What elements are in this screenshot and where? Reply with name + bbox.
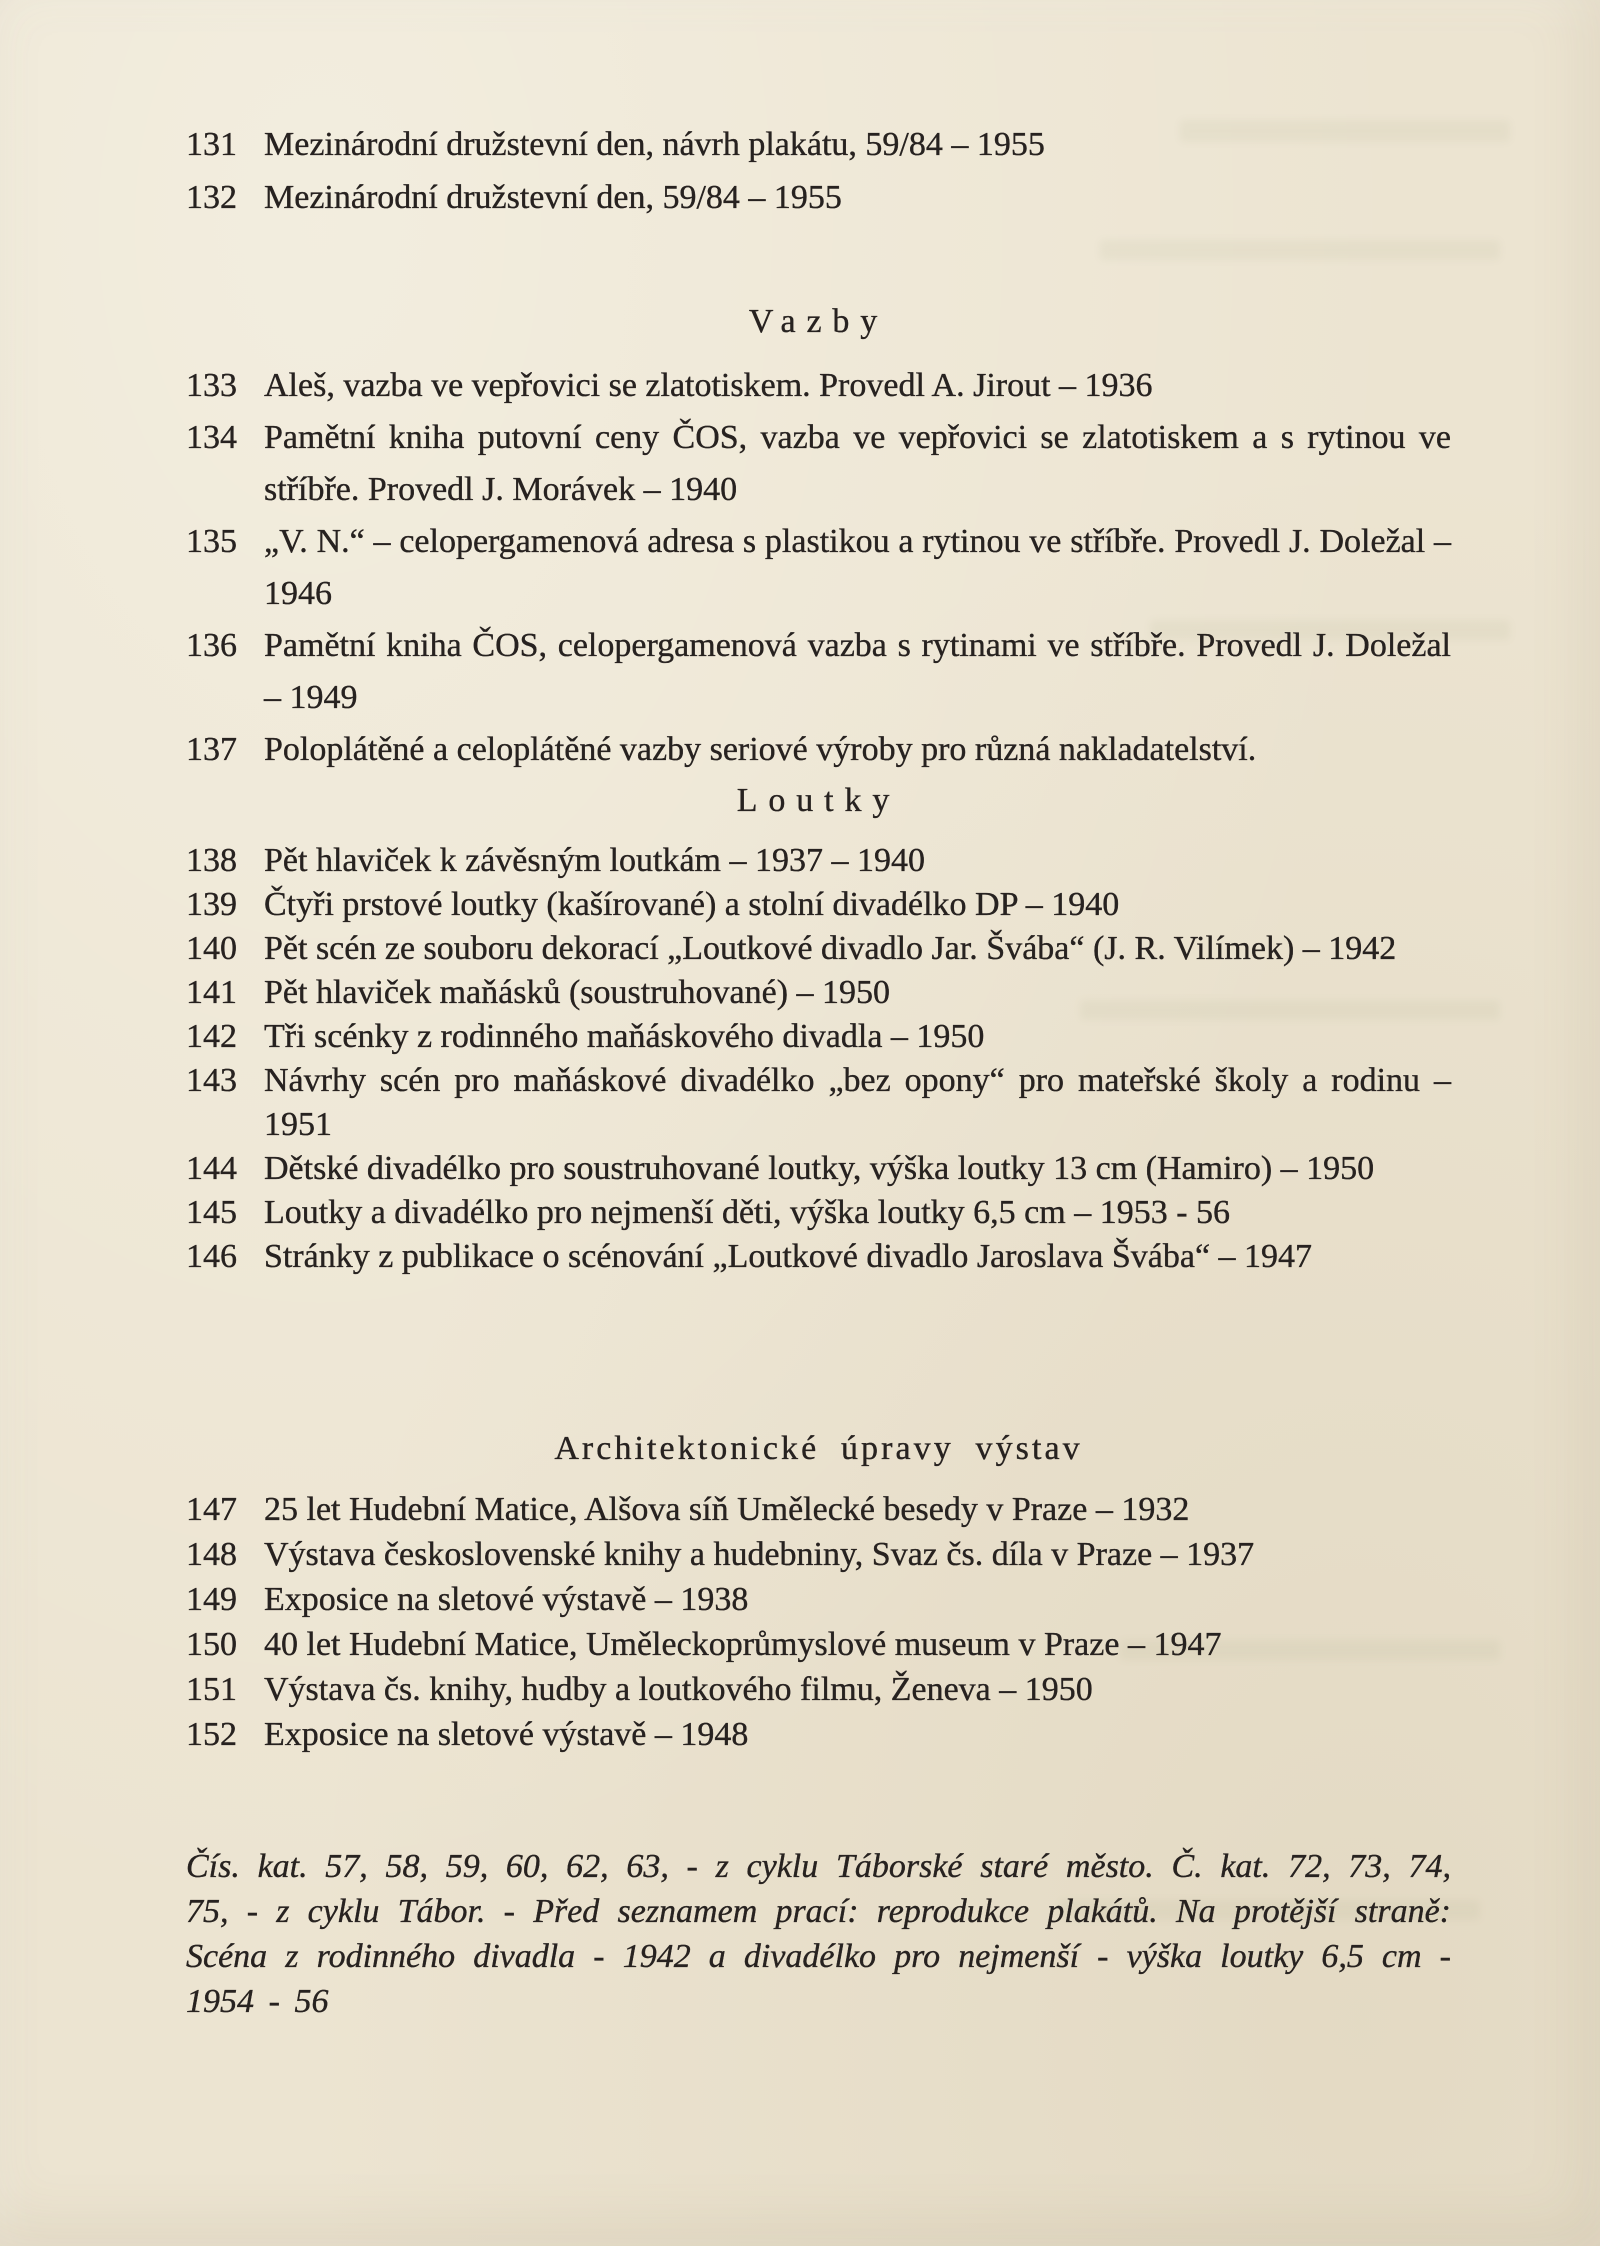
catalog-entry-text: Pět scén ze souboru dekorací „Loutkové divadlo Jar. Švába“ (J. R. Vilímek) – 1942 bbox=[264, 930, 1397, 967]
catalog-entry-number: 138 bbox=[186, 842, 237, 879]
catalog-entry-number: 148 bbox=[186, 1536, 237, 1573]
section-item-list bbox=[186, 360, 1451, 776]
catalog-entry-number: 143 bbox=[186, 1062, 237, 1099]
catalog-entry bbox=[186, 620, 1451, 724]
catalog-entry-number: 152 bbox=[186, 1716, 237, 1753]
section-item-list bbox=[186, 1487, 1451, 1757]
catalog-entry-number: 131 bbox=[186, 126, 237, 163]
catalog-entry-number: 137 bbox=[186, 731, 237, 768]
catalog-entry-text: „V. N.“ – celopergamenová adresa s plastikou a rytinou ve stříbře. Provedl J. Doležal – 1946 bbox=[264, 523, 1451, 612]
catalog-entry-number: 149 bbox=[186, 1581, 237, 1618]
catalog-entry bbox=[186, 724, 1451, 776]
catalog-entry-text: Dětské divadélko pro soustruhované loutky, výška loutky 13 cm (Hamiro) – 1950 bbox=[264, 1150, 1375, 1187]
section-item-list bbox=[186, 839, 1451, 1279]
catalog-entry bbox=[186, 412, 1451, 516]
catalog-entry-text: 25 let Hudební Matice, Alšova síň Umělecké besedy v Praze – 1932 bbox=[264, 1491, 1190, 1528]
catalog-entry-number: 146 bbox=[186, 1238, 237, 1275]
catalog-entry-text: 40 let Hudební Matice, Uměleckoprůmyslové museum v Praze – 1947 bbox=[264, 1626, 1222, 1663]
footnote: Čís. kat. 57, 58, 59, 60, 62, 63, - z cyklu Táborské staré město. Č. kat. 72, 73, 74, 75, - z cyklu Tábor. - Před seznamem prací: reprodukce plakátů. Na protější straně: Scéna z rodinného divadla - 1942 a divadélko pro nejmenší - výška loutky 6,5 cm - 1954 - 56 bbox=[186, 1848, 1451, 2020]
catalog-entry bbox=[186, 883, 1451, 927]
catalog-entry bbox=[186, 1059, 1451, 1147]
catalog-entry-number: 144 bbox=[186, 1150, 237, 1187]
section-vazby bbox=[186, 296, 1451, 776]
catalog-entry bbox=[186, 839, 1451, 883]
catalog-entry bbox=[186, 1487, 1451, 1532]
catalog-entry bbox=[186, 1712, 1451, 1757]
catalog-entry-text: Pět hlaviček maňásků (soustruhované) – 1950 bbox=[264, 974, 891, 1011]
catalog-entry bbox=[186, 927, 1451, 971]
section-heading: Loutky bbox=[736, 782, 901, 819]
catalog-entry bbox=[186, 1577, 1451, 1622]
section-heading: Architektonické úpravy výstav bbox=[554, 1430, 1083, 1467]
catalog-entry-number: 145 bbox=[186, 1194, 237, 1231]
catalog-entry-text: Poloplátěné a celoplátěné vazby seriové výroby pro různá nakladatelství. bbox=[264, 731, 1257, 768]
catalog-entry-text: Mezinárodní družstevní den, 59/84 – 1955 bbox=[264, 179, 842, 216]
catalog-entry-text: Návrhy scén pro maňáskové divadélko „bez opony“ pro mateřské školy a rodinu – 1951 bbox=[264, 1062, 1451, 1143]
catalog-entry-text: Pět hlaviček k závěsným loutkám – 1937 – 1940 bbox=[264, 842, 925, 879]
catalog-entry-number: 133 bbox=[186, 367, 237, 404]
catalog-entry-text: Aleš, vazba ve vepřovici se zlatotiskem. Provedl A. Jirout – 1936 bbox=[264, 367, 1153, 404]
catalog-entry-text: Loutky a divadélko pro nejmenší děti, výška loutky 6,5 cm – 1953 - 56 bbox=[264, 1194, 1231, 1231]
catalog-entry-text: Mezinárodní družstevní den, návrh plakátu, 59/84 – 1955 bbox=[264, 126, 1045, 163]
catalog-entry bbox=[186, 1667, 1451, 1712]
catalog-entry-text: Výstava československé knihy a hudebniny, Svaz čs. díla v Praze – 1937 bbox=[264, 1536, 1255, 1573]
catalog-entry-number: 147 bbox=[186, 1491, 237, 1528]
catalog-entry bbox=[186, 1622, 1451, 1667]
section-loutky bbox=[186, 775, 1451, 1279]
catalog-entry bbox=[186, 118, 1451, 171]
catalog-entry-number: 150 bbox=[186, 1626, 237, 1663]
catalog-entry-text: Výstava čs. knihy, hudby a loutkového filmu, Ženeva – 1950 bbox=[264, 1671, 1093, 1708]
catalog-entry bbox=[186, 1015, 1451, 1059]
catalog-entry-text: Exposice na sletové výstavě – 1938 bbox=[264, 1581, 749, 1618]
catalog-intro-list bbox=[186, 118, 1451, 224]
catalog-entry-number: 139 bbox=[186, 886, 237, 923]
catalog-entry bbox=[186, 1532, 1451, 1577]
catalog-entry-number: 135 bbox=[186, 523, 237, 560]
catalog-entry bbox=[186, 360, 1451, 412]
catalog-entry-text: Tři scénky z rodinného maňáskového divadla – 1950 bbox=[264, 1018, 985, 1055]
catalog-entry bbox=[186, 171, 1451, 224]
catalog-entry-number: 136 bbox=[186, 627, 237, 664]
catalog-entry-number: 141 bbox=[186, 974, 237, 1011]
catalog-entry-text: Čtyři prstové loutky (kašírované) a stolní divadélko DP – 1940 bbox=[264, 886, 1120, 923]
section-architektonicke-upravy-vystav bbox=[186, 1423, 1451, 1757]
catalog-entry-text: Pamětní kniha putovní ceny ČOS, vazba ve vepřovici se zlatotiskem a s rytinou ve stříbře. Provedl J. Morávek – 1940 bbox=[264, 419, 1451, 508]
catalog-entry-number: 151 bbox=[186, 1671, 237, 1708]
catalog-entry-text: Pamětní kniha ČOS, celopergamenová vazba s rytinami ve stříbře. Provedl J. Doležal – 1949 bbox=[264, 627, 1451, 716]
catalog-entry-number: 134 bbox=[186, 419, 237, 456]
catalog-entry bbox=[186, 516, 1451, 620]
catalog-entry bbox=[186, 1235, 1451, 1279]
catalog-entry-number: 140 bbox=[186, 930, 237, 967]
catalog-entry-number: 142 bbox=[186, 1018, 237, 1055]
section-heading: Vazby bbox=[748, 303, 889, 340]
catalog-entry-text: Exposice na sletové výstavě – 1948 bbox=[264, 1716, 749, 1753]
catalog-entry bbox=[186, 971, 1451, 1015]
catalog-entry bbox=[186, 1191, 1451, 1235]
catalog-entry-number: 132 bbox=[186, 179, 237, 216]
show-through-ghost bbox=[1100, 240, 1500, 260]
catalog-entry bbox=[186, 1147, 1451, 1191]
catalog-entry-text: Stránky z publikace o scénování „Loutkové divadlo Jaroslava Švába“ – 1947 bbox=[264, 1238, 1313, 1275]
